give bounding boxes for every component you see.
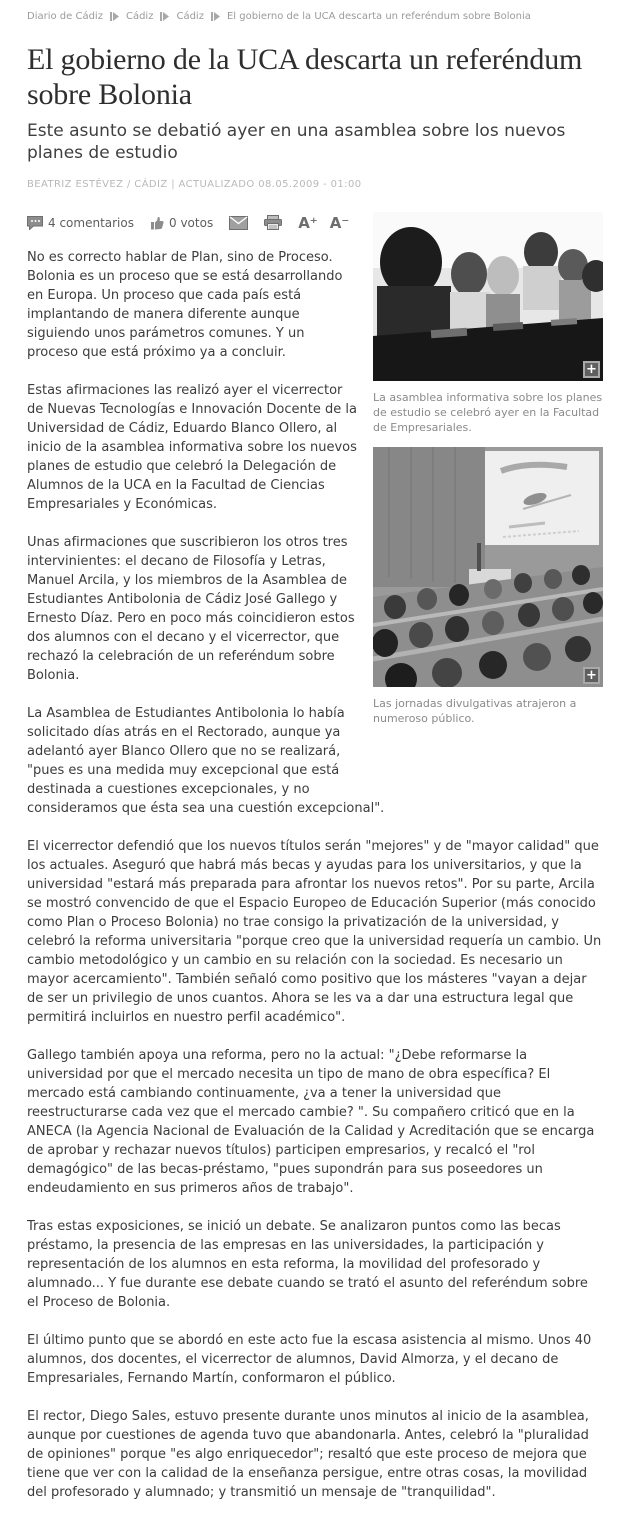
comments-link[interactable] xyxy=(27,216,134,230)
photo-zoom-button[interactable]: + xyxy=(583,361,600,378)
photo-caption: La asamblea informativa sobre los planes de estudio se celebró ayer en la Facultad de Empresariales. xyxy=(373,390,603,434)
votes-count-label: 0 votos xyxy=(169,215,214,230)
print-button[interactable] xyxy=(264,215,282,230)
article-paragraph: El último punto que se abordó en este acto fue la escasa asistencia al mismo. Unos 40 alumnos, dos docentes, el vicerrector de alumnos, David Almorza, y el decano de Empresariales, Fernando Martín, conformaron el público. xyxy=(27,1332,592,1386)
comments-count-label: 4 comentarios xyxy=(48,215,134,230)
breadcrumb xyxy=(27,11,603,22)
breadcrumb-item-home[interactable]: Diario de Cádiz xyxy=(27,11,103,22)
article-paragraph: La Asamblea de Estudiantes Antibolonia lo había solicitado días atrás en el Rectorado, aunque ya adelantó ayer Blanco Ollero que no se realizará, "pues es una medida muy excepcional que está destinada a cuestiones excepcionales, y no consideramos que ésta sea una cuestión excepcional". xyxy=(27,705,385,816)
article-paragraph: El vicerrector defendió que los nuevos títulos serán "mejores" y de "mayor calidad" que los actuales. Aseguró que habrá más becas y ayudas para los universitarios, y que la universidad "estará más preparada para afrontar los nuevos retos". Por su parte, Arcila se mostró convencido de que el Espacio Europeo de Educación Superior (más conocido como Plan o Proceso Bolonia) no trae consigo la privatización de la universidad, y celebró la reforma universitaria "porque creo que la universidad requería un cambio. Un cambio metodológico y un cambio en su relación con la sociedad. Es necesario un mayor acercamiento". También señaló como positivo que los másteres "vayan a dejar de ser un privilegio de unos cuantos. Ahora se les va a dar una estructura legal que permitirá incluirlos en nuestro perfil académico". xyxy=(27,838,602,1025)
breadcrumb-item-section[interactable]: Cádiz xyxy=(125,11,154,22)
thumb-up-icon xyxy=(150,216,164,230)
assembly-photo-illustration xyxy=(373,212,603,381)
breadcrumb-separator-icon xyxy=(160,12,169,21)
printer-icon xyxy=(264,215,282,230)
article-paragraph: No es correcto hablar de Plan, sino de Proceso. Bolonia es un proceso que se está desarrollando en Europa. Un proceso que cada país está implantando de manera diferente aunque siguiendo unos parámetros comunes. Y un proceso que está próximo ya a concluir. xyxy=(27,249,343,360)
assembly-photo[interactable] xyxy=(373,212,603,381)
article-paragraph: El rector, Diego Sales, estuvo presente durante unos minutos al inicio de la asamblea, aunque por cuestiones de agenda tuvo que abandonarla. Antes, celebró la "pluralidad de opiniones" porque "es algo enriquecedor"; resaltó que este proceso de mejora que tiene que ver con la calidad de la enseñanza persigue, entre otras cosas, la movilidad del profesorado y alumnado; y transmitió un mensaje de "tranquilidad". xyxy=(27,1408,589,1500)
email-button[interactable] xyxy=(229,216,248,230)
auditorium-photo[interactable] xyxy=(373,447,603,687)
photo-zoom-button[interactable]: + xyxy=(583,667,600,684)
article-paragraph: Estas afirmaciones las realizó ayer el vicerrector de Nuevas Tecnologías e Innovación Docente de la Universidad de Cádiz, Eduardo Blanco Ollero, al inicio de la asamblea informativa sobre los nuevos planes de estudio que celebró la Delegación de Alumnos de la UCA en la Facultad de Ciencias Empresariales y Económicas. xyxy=(27,382,357,512)
auditorium-photo-illustration xyxy=(373,447,603,687)
breadcrumb-separator-icon xyxy=(211,12,220,21)
article-paragraph: Gallego también apoya una reforma, pero no la actual: "¿Debe reformarse la universidad por que el mercado necesita un tipo de mano de obra específica? El mercado está cambiando continuamente, ¿va a tener la universidad que reestructurarse cada vez que el mercado cambie? ". Su compañero criticó que en la ANECA (la Agencia Nacional de Evaluación de la Calidad y Acreditación que se encarga de aprobar y rechazar nuevos títulos) participen empresarios, y recalcó el "rol demagógico" de las becas-préstamo, "pues supondrán para sus poseedores un endeudamiento en sus primeros años de trabajo". xyxy=(27,1047,595,1196)
article-subtitle: Este asunto se debatió ayer en una asamblea sobre los nuevos planes de estudio xyxy=(27,121,566,163)
byline: BEATRIZ ESTÉVEZ / CÁDIZ | ACTUALIZADO 08.05.2009 - 01:00 xyxy=(27,178,362,190)
figure-assembly-photo xyxy=(373,212,603,435)
breadcrumb-separator-icon xyxy=(110,12,119,21)
page-title: El gobierno de la UCA descarta un referéndum sobre Bolonia xyxy=(27,43,583,112)
breadcrumb-current-page: El gobierno de la UCA descarta un referéndum sobre Bolonia xyxy=(226,11,531,22)
photo-caption: Las jornadas divulgativas atrajeron a numeroso público. xyxy=(373,696,577,725)
font-increase-button[interactable]: A⁺ xyxy=(298,213,318,232)
breadcrumb-item-subsection[interactable]: Cádiz xyxy=(176,11,204,22)
figure-auditorium-photo xyxy=(373,447,603,726)
font-decrease-button[interactable]: A⁻ xyxy=(329,213,350,232)
article-paragraph: Unas afirmaciones que suscribieron los otros tres intervinientes: el decano de Filosofía y Letras, Manuel Arcila, y los miembros de la Asamblea de Estudiantes Antibolonia de Cádiz José Gallego y Ernesto Díaz. Pero en poco más coincidieron estos dos alumnos con el decano y el vicerrector, que rechazó la celebración de un referéndum sobre Bolonia. xyxy=(27,534,355,683)
article-body xyxy=(27,248,603,1502)
votes-control[interactable] xyxy=(150,216,213,230)
comment-icon xyxy=(27,216,43,230)
envelope-icon xyxy=(229,216,248,230)
article-paragraph: Tras estas exposiciones, se inició un debate. Se analizaron puntos como las becas préstamo, la presencia de las empresas en las universidades, la participación y representación de los alumnos en esta reforma, la movilidad del profesorado y alumnado... Y fue durante ese debate cuando se trató el asunto del referéndum sobre el Proceso de Bolonia. xyxy=(27,1218,588,1310)
